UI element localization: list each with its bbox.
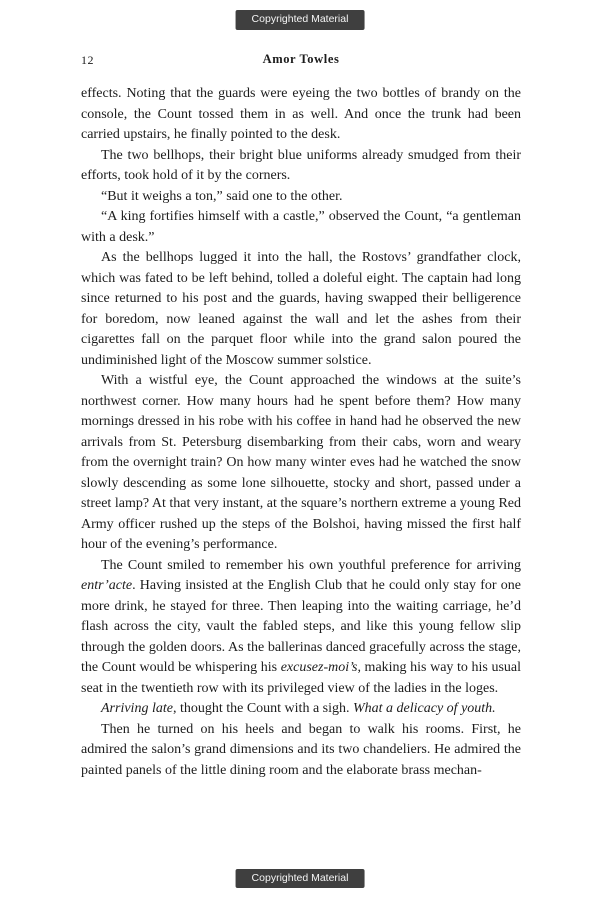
paragraph xyxy=(81,187,521,208)
text-run: “But it weighs a ton,” said one to the other. xyxy=(101,188,343,204)
text-run: , thought the Count with a sigh. xyxy=(172,701,353,716)
text-run: With a wistful eye, the Count approached the windows at the suite’s northwest corner. How many hours had he spent before them? How many mornings dressed in his robe with his coffee in hand had he observed the new arrivals from St. Petersburg disembarking from their cabs, worn and weary from the overnight train? On how many winter eves had he watched the snow slowly descending as some lone silhouette, stocky and short, passed under a street lamp? At that very instant, at the square’s northern extreme a young Red Army officer rushed up the steps of the Bolshoi, having missed the first half hour of the evening’s performance. xyxy=(81,373,521,552)
text-run: , making his way to his usual seat in the twentieth row with its privileged view of the ladies in the loges. xyxy=(81,660,521,696)
text-run: Then he turned on his heels and began to walk his rooms. First, he admired the salon’s grand dimensions and its two chandeliers. He admired the painted panels of the little dining room and the elaborate brass mechan- xyxy=(81,721,521,778)
italic-run: What a delicacy of youth. xyxy=(353,701,496,716)
italic-run: excusez-moi’s xyxy=(280,660,358,675)
paragraph xyxy=(81,207,521,248)
copyright-banner-top: Copyrighted Material xyxy=(236,10,365,30)
italic-run: entr’acte xyxy=(81,578,133,593)
paragraph xyxy=(81,699,521,720)
italic-run: Arriving late xyxy=(101,701,173,716)
running-title: Amor Towles xyxy=(262,52,340,66)
text-run: effects. Noting that the guards were eyeing the two bottles of brandy on the console, the Count tossed them in as well. And once the trunk had been carried upstairs, he finally pointed to the desk. xyxy=(81,86,521,142)
text-run: As the bellhops lugged it into the hall, the Rostovs’ grandfather clock, which was fated to be left behind, tolled a doleful eight. The captain had long since returned to his post and the guards, having swapped their belligerence for boredom, now leaned against the wall and let the ashes from their cigarettes fall on the parquet floor while into the grand salon poured the undiminished light of the Moscow summer solstice. xyxy=(81,250,521,368)
body-text xyxy=(81,84,521,781)
text-run: “A king fortifies himself with a castle,” observed the Count, “a gentleman with a desk.” xyxy=(81,209,521,245)
page-header xyxy=(81,52,521,68)
page-number: 12 xyxy=(81,53,94,67)
text-run: The Count smiled to remember his own youthful preference for arriving xyxy=(101,557,521,573)
copyright-banner-bottom: Copyrighted Material xyxy=(236,869,365,889)
paragraph xyxy=(81,146,521,187)
paragraph xyxy=(81,720,521,782)
paragraph xyxy=(81,248,521,371)
text-run: . Having insisted at the English Club that he could only stay for one more drink, he stayed for three. Then leaping into the waiting carriage, he’d flash across the city, vault the fabled steps, and like this young fellow slip through the golden doors. As the ballerinas danced gracefully across the stage, the Count would be whispering his xyxy=(81,578,521,675)
paragraph xyxy=(81,556,521,700)
paragraph xyxy=(81,371,521,556)
text-run: The two bellhops, their bright blue uniforms already smudged from their efforts, took hold of it by the corners. xyxy=(81,147,521,183)
paragraph xyxy=(81,84,521,146)
